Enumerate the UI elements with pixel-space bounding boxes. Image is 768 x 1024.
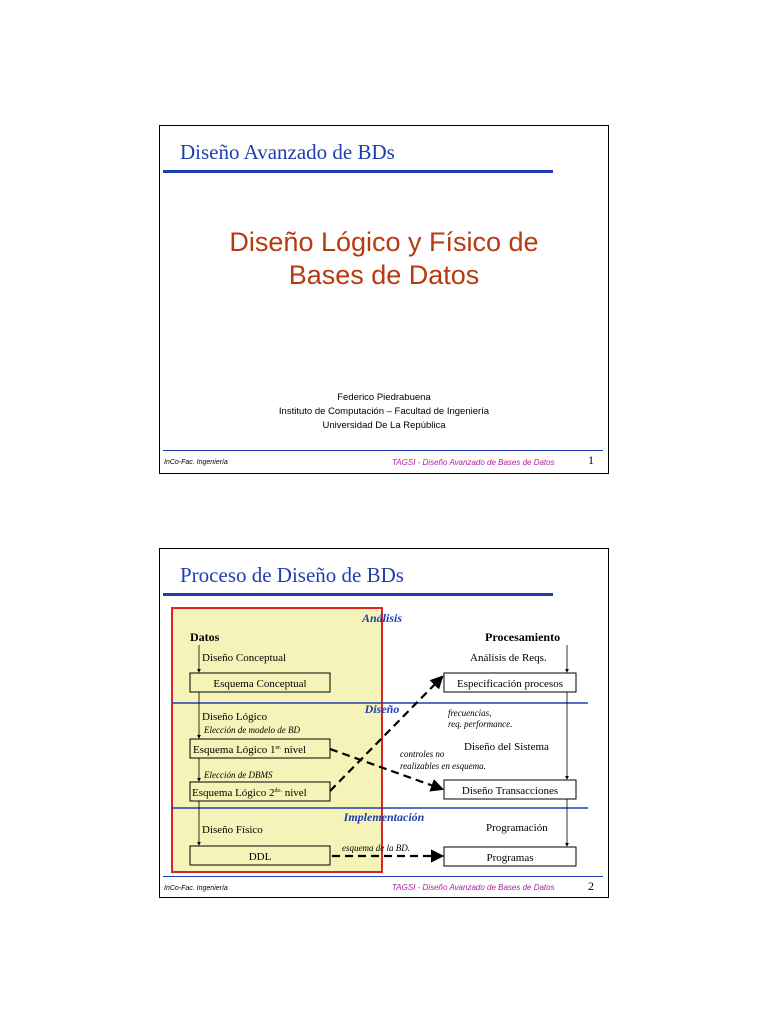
footer-right: TAGSI - Diseño Avanzado de Bases de Datos — [392, 458, 555, 467]
footer-line — [163, 450, 603, 451]
box-esquema-logico-1-label: Esquema Lógico $1^{er.}$ nivel — [193, 744, 307, 756]
box-ddl-label: DDL — [248, 851, 272, 863]
box-esquema-logico-2-label: Esquema Lógico $2^{do.}$ nivel — [192, 787, 307, 799]
step-diseno-conceptual: Diseño Conceptual — [202, 652, 287, 664]
note-req-performance: req. performance. — [448, 719, 513, 729]
main-title-line-2: Bases de Datos — [288, 260, 480, 290]
note-controles-1: controles no — [400, 749, 445, 759]
institute-name: Instituto de Computación – Facultad de Ingeniería — [278, 406, 490, 417]
box-diseno-transacciones-label: Diseño Transacciones — [461, 785, 559, 797]
slide-title: Proceso de Diseño de BDs — [180, 563, 404, 587]
phase-analisis-label: Análisis — [361, 611, 403, 625]
slide-1 — [159, 125, 609, 474]
box-especificacion-procesos-label: Especificación procesos — [457, 678, 563, 690]
university-name: Universidad De La República — [322, 420, 446, 431]
step-analisis-reqs: Análisis de Reqs. — [470, 652, 547, 664]
step-diseno-sistema: Diseño del Sistema — [464, 741, 549, 753]
note-esquema-bd: esquema de la BD. — [342, 843, 410, 853]
step-diseno-fisico: Diseño Físico — [202, 824, 263, 836]
phase-implementacion-label: Implementación — [343, 810, 425, 824]
step-diseno-logico: Diseño Lógico — [202, 711, 268, 723]
col-procesamiento-header: Procesamiento — [485, 630, 561, 644]
title-underline — [163, 170, 553, 173]
slide-2 — [159, 548, 609, 898]
page-number: 1 — [588, 453, 594, 467]
author-name: Federico Piedrabuena — [337, 392, 431, 403]
footer-left: InCo-Fac. Ingeniería — [164, 885, 228, 892]
slide-title: Diseño Avanzado de BDs — [180, 140, 395, 164]
phase-diseno-label: Diseño — [364, 702, 400, 716]
page-number: 2 — [588, 879, 594, 893]
footer-right: TAGSI - Diseño Avanzado de Bases de Datos — [392, 883, 555, 892]
note-eleccion-modelo: Elección de modelo de BD — [204, 725, 300, 735]
design-process-diagram — [160, 549, 610, 899]
step-programacion: Programación — [486, 822, 548, 834]
note-frecuencias: frecuencias, — [448, 708, 492, 718]
note-eleccion-dbms: Elección de DBMS — [204, 770, 273, 780]
box-programas-label: Programas — [486, 852, 534, 864]
footer-left: InCo-Fac. Ingeniería — [164, 459, 228, 466]
footer-line — [163, 876, 603, 877]
note-controles-2: realizables en esquema. — [400, 761, 486, 771]
col-datos-header: Datos — [190, 630, 220, 644]
box-esquema-conceptual-label: Esquema Conceptual — [213, 678, 307, 690]
main-title-line-1: Diseño Lógico y Físico de — [229, 227, 539, 257]
